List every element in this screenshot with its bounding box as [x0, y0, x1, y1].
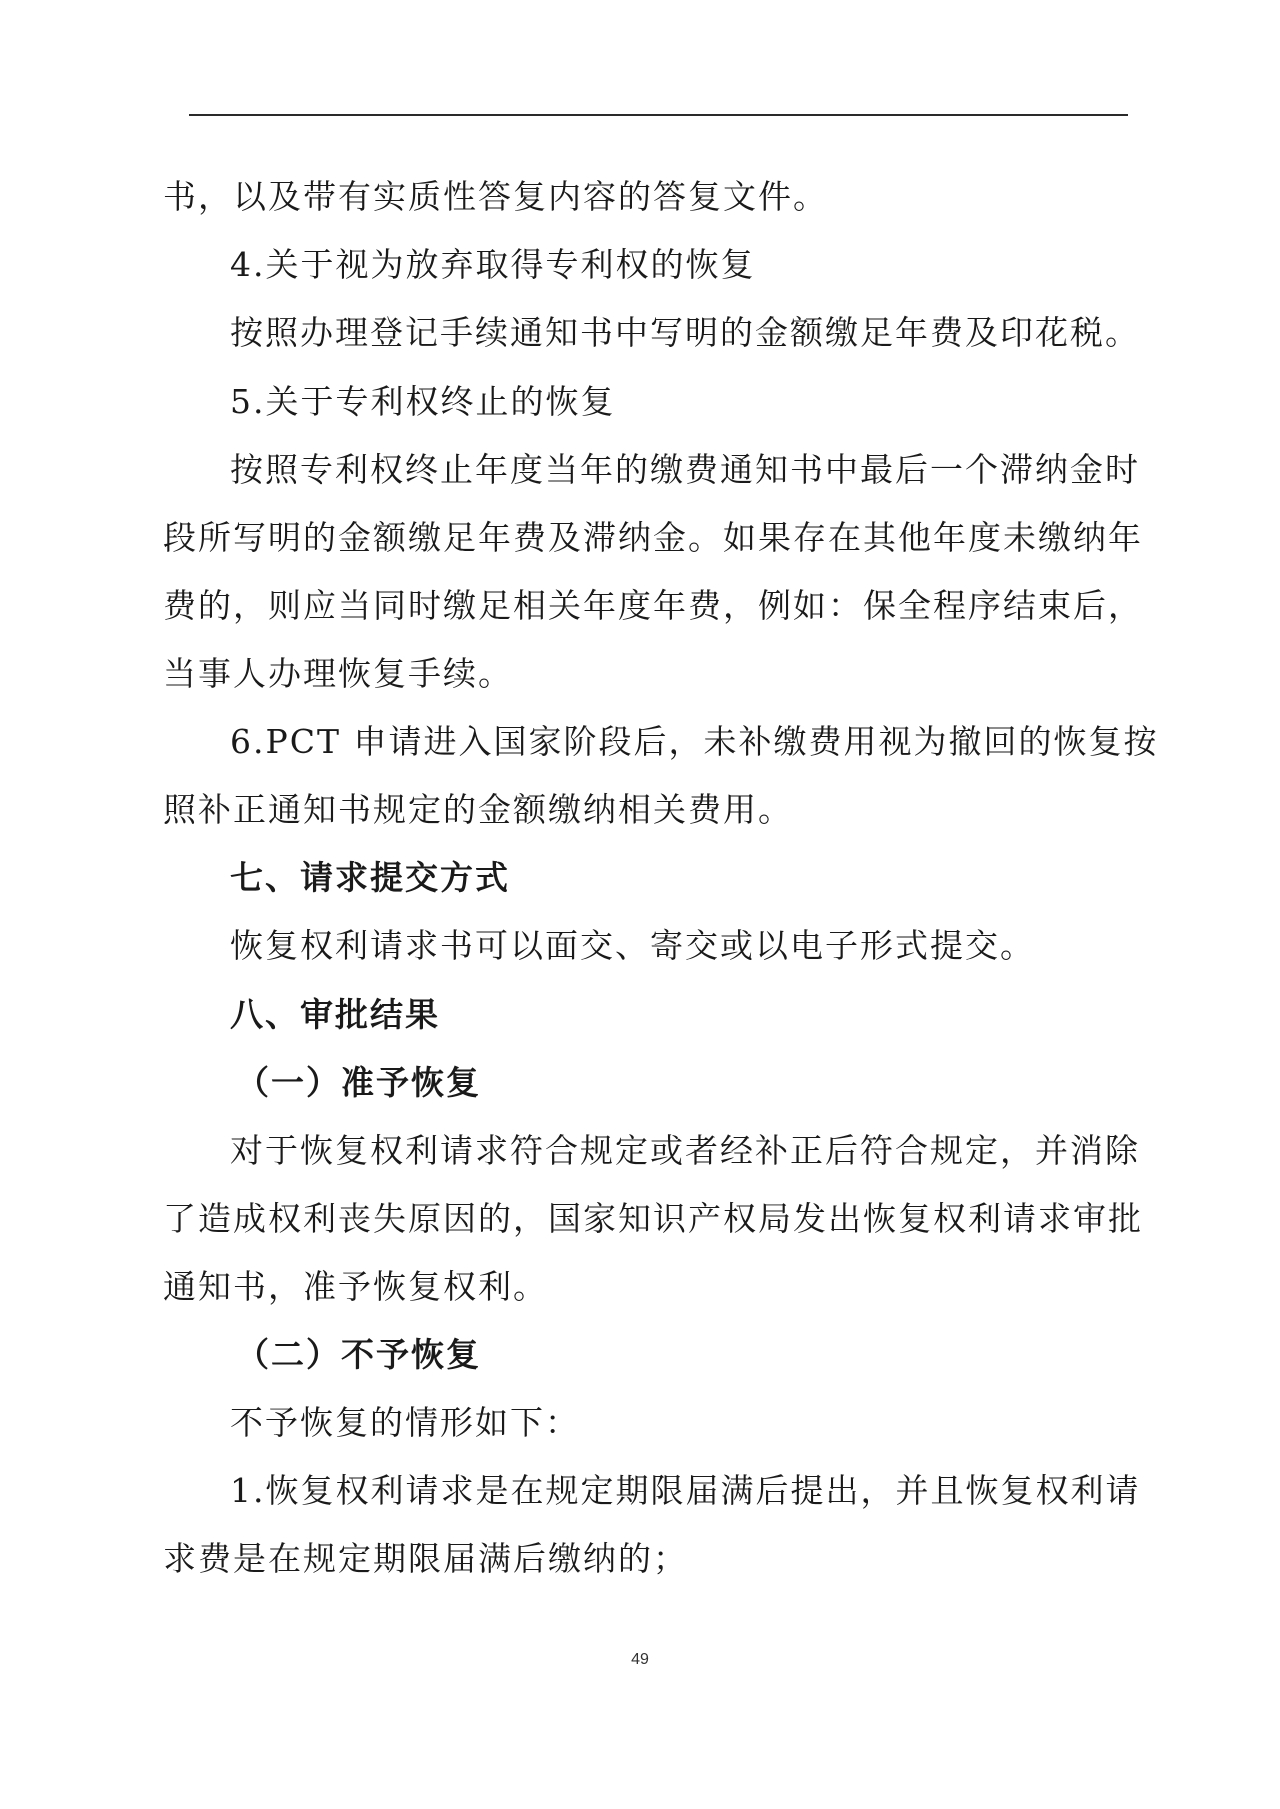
paragraph-line: 按照专利权终止年度当年的缴费通知书中最后一个滞纳金时 — [230, 450, 1140, 489]
section-heading: 八、审批结果 — [230, 995, 440, 1034]
list-item-heading: 6.PCT 申请进入国家阶段后，未补缴费用视为撤回的恢复按 — [230, 722, 1159, 761]
paragraph-line: 段所写明的金额缴足年费及滞纳金。如果存在其他年度未缴纳年 — [163, 518, 1143, 557]
paragraph-line: 书，以及带有实质性答复内容的答复文件。 — [163, 177, 828, 216]
paragraph-line: 不予恢复的情形如下： — [230, 1403, 580, 1442]
paragraph-line: 求费是在规定期限届满后缴纳的； — [163, 1539, 688, 1578]
paragraph-line: 对于恢复权利请求符合规定或者经补正后符合规定，并消除 — [230, 1131, 1140, 1170]
section-heading: 七、请求提交方式 — [230, 858, 510, 897]
list-item-heading: 5.关于专利权终止的恢复 — [230, 382, 616, 421]
paragraph-line: 费的，则应当同时缴足相关年度年费，例如：保全程序结束后， — [163, 586, 1143, 625]
list-item-heading: 4.关于视为放弃取得专利权的恢复 — [230, 245, 756, 284]
page-number: 49 — [631, 1651, 649, 1668]
paragraph-line: 通知书，准予恢复权利。 — [163, 1267, 548, 1306]
paragraph-line: 当事人办理恢复手续。 — [163, 654, 513, 693]
header-divider — [189, 114, 1128, 116]
subsection-heading: （一）准予恢复 — [236, 1063, 481, 1102]
subsection-heading: （二）不予恢复 — [236, 1335, 481, 1374]
paragraph-line: 按照办理登记手续通知书中写明的金额缴足年费及印花税。 — [230, 313, 1140, 352]
list-item-heading: 1.恢复权利请求是在规定期限届满后提出，并且恢复权利请 — [230, 1471, 1141, 1510]
paragraph-line: 恢复权利请求书可以面交、寄交或以电子形式提交。 — [230, 926, 1035, 965]
paragraph-line: 了造成权利丧失原因的，国家知识产权局发出恢复权利请求审批 — [163, 1199, 1143, 1238]
paragraph-line: 照补正通知书规定的金额缴纳相关费用。 — [163, 790, 793, 829]
